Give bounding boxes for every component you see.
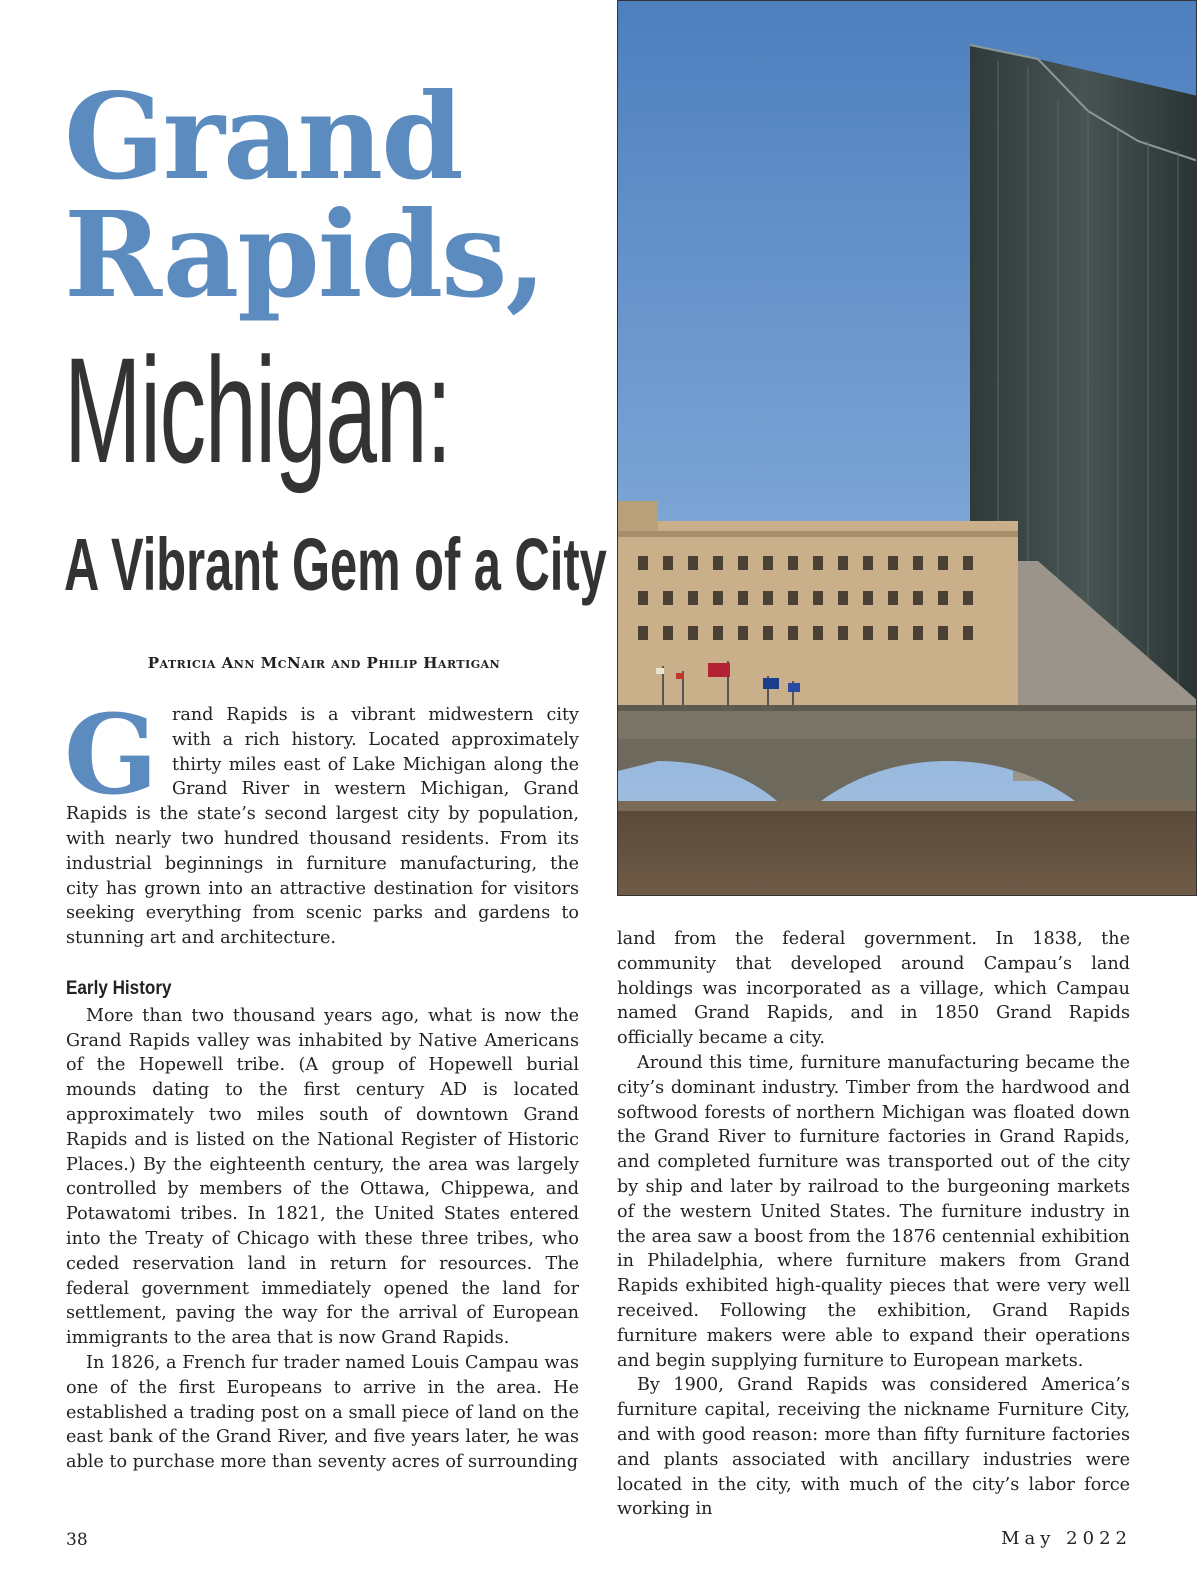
grand-rapids-skyline-photo [617, 0, 1197, 896]
title-line-grand: Grand [64, 67, 462, 206]
body-paragraph: More than two thousand years ago, what is now the Grand Rapids valley was inhabited by Native Americans of the Hopewell tribe. (A group of Hopewell burial mounds dating to the first century AD is located approximately two miles south of downtown Grand Rapids and is listed on the National Register of Historic Places.) By the eighteenth century, the area was largely controlled by members of the Ottawa, Chippewa, and Potawatomi tribes. In 1821, the United States entered into the Treaty of Chicago with these three tribes, who ceded reservation land in return for resources. The federal government immediately opened the land for settlement, paving the way for the arrival of European immigrants to the area that is now Grand Rapids. [66, 1005, 579, 1349]
page-number: 38 [66, 1530, 88, 1550]
section-heading-early-history: Early History [66, 977, 172, 999]
intro-text: rand Rapids is a vibrant midwestern city with a rich history. Located approximately thirty miles east of Lake Michigan along the Grand River in western Michigan, Grand Rapids is the state’s second largest city by population, with nearly two hundred thousand residents. From its industrial beginnings in furniture manufacturing, the city has grown into an attractive destination for visitors seeking everything from scenic parks and gardens to stunning art and architecture. [66, 705, 579, 949]
author-byline: Patricia Ann McNair and Philip Hartigan [147, 654, 501, 672]
article-subtitle: A Vibrant Gem of a City [64, 523, 607, 606]
continuation-paragraph: land from the federal government. In 1838, the community that developed around Campau’s land holdings was incorporated as a village, which Campau named Grand Rapids, and in 1850 Grand Rapids officially became a city. [617, 929, 1130, 1049]
issue-date: May 2022 [1001, 1528, 1132, 1549]
article-column-left [64, 690, 579, 1475]
title-line-michigan: Michigan: [64, 326, 451, 494]
drop-cap: G [64, 690, 158, 819]
body-paragraph: In 1826, a French fur trader named Louis Campau was one of the first Europeans to arrive in the area. He established a trading post on a small piece of land on the east bank of the Grand River, and five years later, he was able to purchase more than seventy acres of surrounding [66, 1352, 579, 1473]
body-paragraph: By 1900, Grand Rapids was considered America’s furniture capital, receiving the nickname Furniture City, and with good reason: more than fifty furniture factories and plants associated with ancillary industries were located in the city, with much of the city’s labor force working in [617, 1375, 1130, 1520]
article-column-right [617, 927, 1130, 1522]
body-paragraph: Around this time, furniture manufacturing became the city’s dominant industry. Timber from the hardwood and softwood forests of northern Michigan was floated down the Grand River to furniture factories in Grand Rapids, and completed furniture was transported out of the city by ship and later by railroad to the burgeoning markets of the western United States. The furniture industry in the area saw a boost from the 1876 centennial exhibition in Philadelphia, where furniture makers from Grand Rapids exhibited high-quality pieces that were very well received. Following the exhibition, Grand Rapids furniture makers were able to expand their operations and begin supplying furniture to European markets. [617, 1052, 1130, 1371]
intro-paragraph [64, 690, 579, 951]
title-line-rapids: Rapids, [64, 185, 545, 324]
